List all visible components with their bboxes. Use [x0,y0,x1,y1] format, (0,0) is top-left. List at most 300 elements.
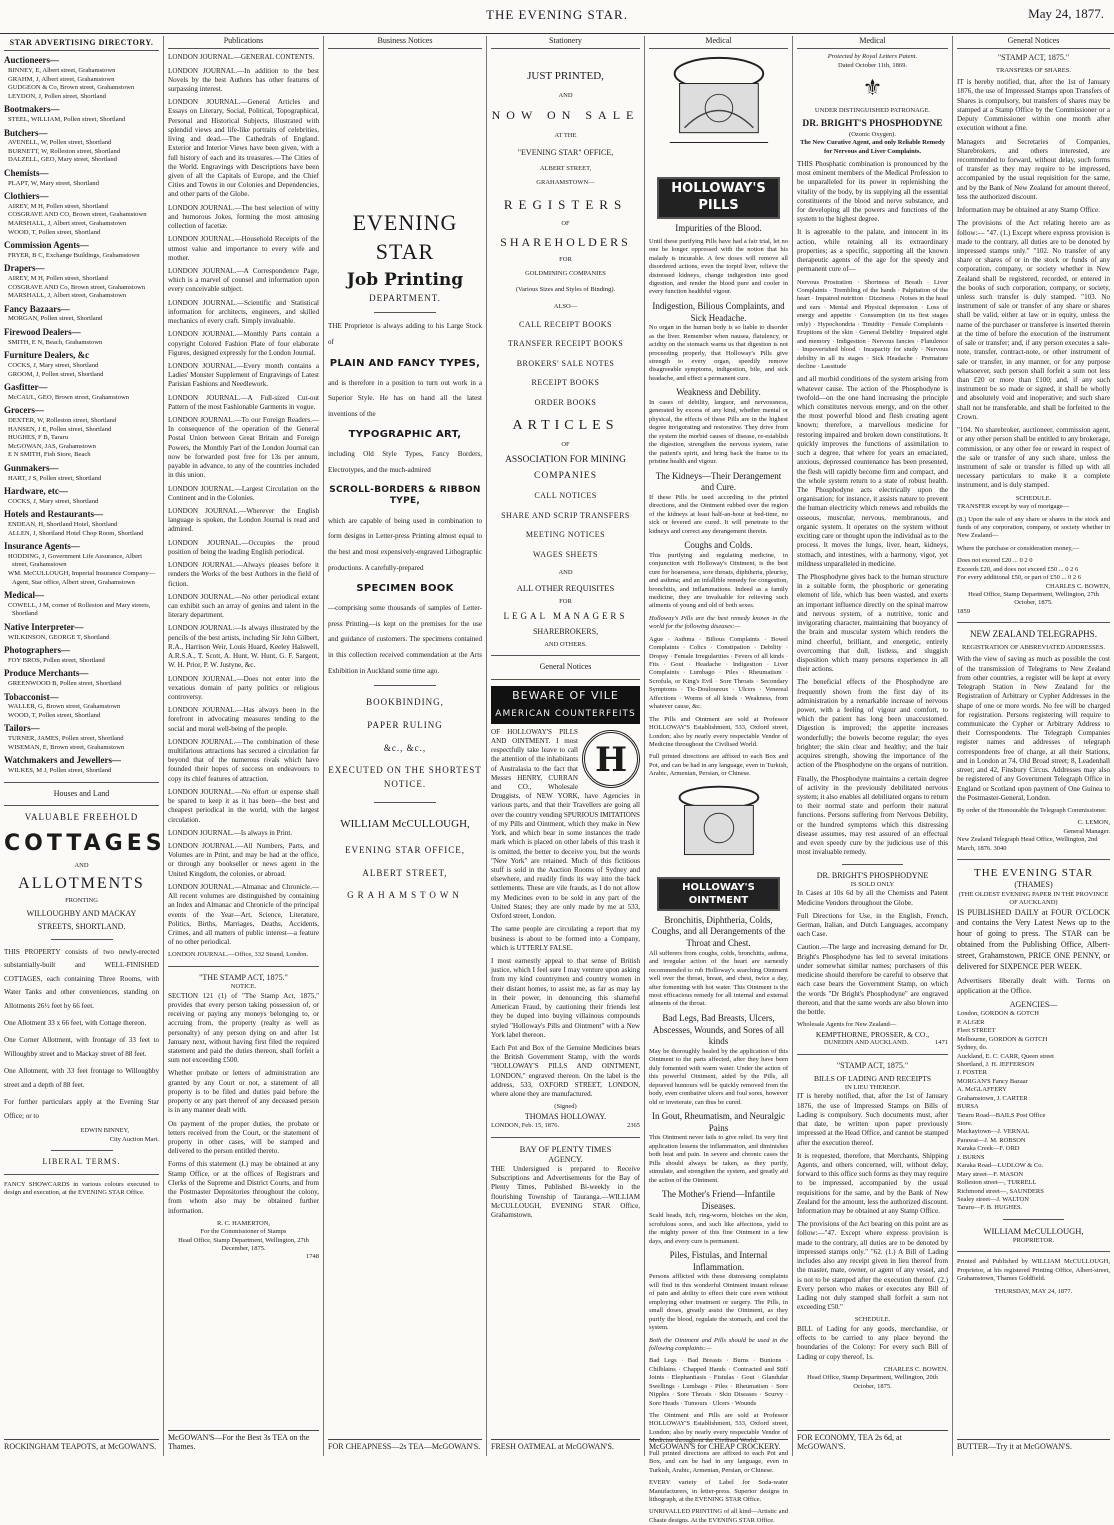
m1-b9: Scald heads, itch, ring-worm, blotches on the skin, scrofulous sores, and such like affections, yield to the mighty power of this fine Ointment in a few days, and every cure is permanent. [649,1212,788,1245]
directory-category: Tailors— [4,723,40,734]
directory-entry: TURNER, JAMES, Pollen street, Shortland [8,735,124,743]
houses-body3: One Corner Allotment, with frontage of 33 feet to Willoughby street and to Mackay street of 88 feet. [4,1036,159,1058]
bottom-ad-text: FOR CHEAPNESS—2s TEA—McGOWAN'S. [328,1442,481,1452]
m2-title: DR. BRIGHT'S PHOSPHODYNE [802,119,943,130]
g-gm: General Manager. [1063,827,1110,835]
business-heading: Business Notices [328,36,482,49]
m1-b5: This purifying and regulating medicine, in conjunction with Holloway's Ointment, is the best cure for hoarseness, sore throats, diphtheria, pleurisy, and asthma; and an infallible remedy for congestion, bronchitis, and inflammations. Indeed as a family medicine, they are invaluable for relieving such ailments of young and old of both sexes. [649,551,788,610]
g-num2: 3040 [993,844,1007,852]
agent-entry: MORGAN'S Fancy Bazaar [957,1077,1028,1085]
publications-list [168,53,319,947]
agent-entry: Richmond street—, SAUNDERS [957,1187,1044,1195]
g-ho: Head Office, Stamp Department, Wellington, 27th October, 1875. [968,591,1099,607]
agent-entry: A. McGLAFFERY [957,1086,1007,1094]
g-p2: Managers and Secretaries of Companies, Sharebrokers, and others interested, are recommended to forward, without delay, such forms of transfer as they may require to be impressed, accompanied by the usual requisition for the same, and by the Bank of New Zealand for amount thereof, less the authorized discount. [957,137,1110,201]
m1-agent: The Pills and Ointment are sold at Professor HOLLOWAY'S Establishment, 533, Oxford street, London; also by nearly every respectable Vendor of Medicine throughout the Civilised World. [649,715,788,748]
m1-h8: In Gout, Rheumatism, and Neuralgic Pains [652,1110,785,1133]
directory-category: Fancy Bazaars— [4,303,70,314]
beware-body4: Each Pot and Box of the Genuine Medicines bears the British Government Stamp, with the words "HOLLOWAY'S PILLS AND OINTMENT, LONDON," engraved thereon. On the label is the address, 533, OXFORD STREET, LONDON, where alone they are manufactured. [491,1043,640,1099]
directory-category: Watchmakers and Jewellers— [4,755,121,766]
directory-category: Insurance Agents— [4,541,80,552]
houses-l6: WILLOUGHBY AND MACKAY [26,908,137,918]
stationery-item: MEETING NOTICES [525,530,606,540]
holloway-pills-label: HOLLOWAY'S PILLS [657,177,780,219]
st-reg: REGISTERS [503,197,628,213]
g-nzt: NEW ZEALAND TELEGRAPHS. [970,629,1097,640]
fancy-showcards: FANCY SHOWCARDS in various colours executed to design and execution, at the EVENING STAR Office. [4,1180,159,1196]
agent-entry: Mary street—F. MASON [957,1170,1024,1178]
houses-l1: VALUABLE FREEHOLD [24,811,139,822]
london-journal-ad: LONDON JOURNAL.—General Articles and Essays on Literary, Social, Political, Topographical, Personal and Historical Subjects, illustrated with splendid views and life-like portraits of celebrities, living and dead.—The Cathedrals of England. Exterior and Interior Views have been given, with a full history of each and its treasures.—The Cities of the World. Engravings with Descriptions have been given of all the Capitals of Europe, and the Chief Cities and Towns in our Colonies and Dependencies, and other parts of the Globe. [168,98,319,199]
g-p6: With the view of saving as much as possible the cost of the transmission of Telegrams to New Zealand from other countries, a register will be kept at every Telegraph Station in New Zealand for the Registration of Arbitrary or Cypher Addresses in the shape of one or more words. No fee will be charged for registration. Persons registering will require to communicate the Cypher or Arbitrary Address to their Correspondents. The Telegraph Companies register names and addresses of telegraph correspondents free of charge, at all their Stations, and in London at 74, Old Broad street; 8, Leadenhall street; and 42, Finsbury Circus. Addresses may also be registered of any Government Telegraph Office in England or Scotland upon payment of One Guinea to the Postmaster-General, London. [957,655,1110,802]
holloway-seal-icon: H [582,730,640,788]
london-journal-ad: LONDON JOURNAL.—Monthly Parts contain a copyright Colored Fashion Plate of four elaborate Figures, designed expressly for the London Journal. [168,330,319,357]
m2-kp: KEMPTHORNE, PROSSER, & CO., [815,1029,930,1039]
directory-entry: HODDING, J, Government Life Assurance, Albert street, Grahamstown [8,552,143,569]
publications-heading: Publications [168,36,319,49]
g-tes: THE EVENING STAR [974,867,1093,880]
g-sch: SCHEDULE. [1015,494,1052,502]
engraving-art [655,53,783,173]
column-general [952,36,1114,1456]
m1-h7: Bad Legs, Bad Breasts, Ulcers, Abscesses, Wounds, and Sores of all kinds [652,1012,785,1047]
directory-category: Grocers— [4,405,44,416]
g-thames: (THAMES) [1014,880,1053,890]
directory-entry: AIREY, M H, Pollen street, Shortland [8,202,108,210]
london-journal-ad: LONDON JOURNAL.—To our Foreign Readers.—In consequence of the operation of the General Postal Union between Great Britain and Foreign Powers, the Monthly Part of the London Journal can now be forwarded post free for 13s per annum, payable in advance, to any of the countries included in this union. [168,416,319,480]
beware-th: THOMAS HOLLOWAY. [524,1111,607,1121]
directory-category: Commission Agents— [4,240,89,251]
london-journal-ad: LONDON JOURNAL.—A Correspondence Page, which is a marvel of counsel and information upon every conceivable subject. [168,266,319,294]
directory-list [4,55,159,775]
agent-entry: Rolleston street—, TURRELL [957,1179,1037,1187]
m2-p8: Full Directions for Use, in the English, French, German, Italian, and Dutch Languages, accompany each Case. [797,911,948,939]
directory-entry: WOOD, T, Pollen street, Shortland [8,711,101,719]
agent-entry: Shortland, J. H. JEFFERSON [957,1060,1035,1068]
stamp-sign1: R. C. HAMERTON, [216,1219,271,1227]
london-journal-ad: LONDON JOURNAL.—Does not enter into the vexatious domain of party politics or religious controversy. [168,674,319,701]
stamp-body2: Whether probate or letters of administration are granted by any Court or not, a statement of all property is to be filed and duties paid before the property or any part thereof of any deceased person is in any manner dealt with. [168,1069,319,1115]
g-pp: Printed and Published by WILLIAM McCULLOUGH, Proprietor, at his registered Printing Office, Albert-street, Grahamstown, Thames Goldfield. [957,1258,1110,1283]
directory-entry: WOOD, T, Pollen street, Shortland [8,228,101,236]
job-p4: TYPOGRAPHIC ART, [348,429,462,441]
directory-entry: COSGRAVE AND Co, Brown street, Grahamstown [8,283,146,291]
m1-both: Both the Ointment and Pills should be used in the following complaints:— [649,1336,788,1352]
m2-p10: IT is hereby notified, that, after the 1st of January 1876, the use of Impressed Stamps on Bills of Lading is compulsory. Such documents must, after that date, be written upon paper previously impressed at the Head Office, and cannot be stamped after the execution thereof. [797,1092,948,1147]
beware-body3: I most earnestly appeal to that sense of British justice, which I feel sure I may venture upon asking from my kind countrymen and country women in their distant homes, to assist me, as far as may lay in their power, in denouncing this shameful American Fraud, by cautioning their friends lest they be duped into buying villainous compounds styled "Holloway's Pills and Ointment" with a New York label thereon. [491,956,640,1039]
stationery-item: RECEIPT BOOKS [531,378,600,388]
job-p6: SCROLL-BORDERS & RIBBON TYPE, [329,484,481,507]
bottom-ad-text: McGOWAN'S—For the Best 3s TEA on the Thames. [168,1432,310,1452]
m1-list2: Bad Legs · Bad Breasts · Burns · Bunions · Chilblains · Chapped Hands · Contracted and Stiff Joints · Elephantiasis · Fistulas · Gout · Glandular Swellings · Lumbago · Piles · Rheumatism · Sore Nipples · Sore Throats · Skin Diseases · Scurvy · Sore Heads · Tumours · Ulcers · Wounds [649,1357,788,1407]
st-for1: FOR [559,256,572,264]
g-p3: Information may be obtained at any Stamp Office. [957,206,1100,215]
beware-num: 2365 [627,1122,640,1130]
column-publications [163,36,323,1456]
m2-sch-body: BILL of Lading for any goods, merchandise, or effects to be carried to any place beyond the boundaries of the Colony: For every such Bill of Lading or copy thereof, 1s. [797,1324,948,1361]
g-p8: Advertisers liberally dealt with. Terms on application at the Office. [957,976,1110,996]
st-assoc: ASSOCIATION FOR MINING [505,454,626,465]
houses-l4: ALLOTMENTS [18,874,145,892]
directory-category: Hardware, etc— [4,486,68,497]
m1-un: UNRIVALLED PRINTING of all kind—Artistic and Chaste designs. At the EVENING STAR Office. [649,1508,788,1524]
directory-heading: STAR ADVERTISING DIRECTORY. [4,38,159,51]
column-business [323,36,486,1456]
g-reg: REGISTRATION OF ABBREVIATED ADDRESSES. [961,644,1106,651]
stamp-body4: Forms of this statement (L) may be obtained at any Stamp Office, or at the offices of Registrars and Clerks of the Supreme and District Courts, and from the Postmaster Depositories throughout the colony, from whom also may be obtained further information. [168,1160,319,1215]
stationery-item: WAGES SHEETS [533,549,598,559]
directory-entry: ALLEN, J, Shortland Hotel Chop Room, Shortland [8,529,144,537]
st-and1: AND [558,91,573,99]
m1-h2: Indigestion, Bilious Complaints, and Sick Headache. [652,300,785,323]
st-gt: GRAHAMSTOWN— [536,178,595,186]
directory-entry: GREENWOOD B, Pollen street, Shortland [8,680,122,688]
g-wm: WILLIAM McCULLOUGH, [983,1225,1084,1236]
general-heading: General Notices [957,36,1110,49]
directory-category: Firewood Dealers— [4,327,81,338]
m2-p11: It is requested, therefore, that Merchants, Shipping Agents, and others concerned, will, without delay, forward to this office such forms as they may require to be impressed, accompanied by the usual requisitions for the same, and by the Bank of New Zealand for the amount, less the authorized discount. Information may be obtained at any Stamp Office. [797,1151,948,1216]
directory-category: Produce Merchants— [4,668,89,679]
st-as: ALBERT STREET, [539,164,592,172]
engraving-art-2 [655,783,783,873]
directory-entry: WALLER, G, Brown street, Grahamstown [8,703,121,711]
bottom-ad-text: ROCKINGHAM TEAPOTS, at McGOWAN'S. [4,1442,157,1452]
directory-entry: McGOWAN, JAS, Grahamstown [8,442,96,450]
beware-body1: OF HOLLOWAY'S PILLS AND OINTMENT. I most respectfully take leave to call the attention of the inhabitants of Australasia to the fact that Messrs HENRY, CURRAN and CO., Wholesale Druggists, of NEW YORK, have Agencies in various parts, and that their Travellers are going all over the country vending SPURIOUS IMITATIONS of my Pills and Ointment, which they make in New York, and which bear in some instances the trade mark which is placed on other labels of this trash it is omitted, the better to deceive you, but the words "New York" are retained. Much of this fictitious stuff is sold in the Auction Rooms of Sydney and elsewhere, and readily finds its way into the back settlements. These are vile frauds, as I do not allow my Medicines even to be sold in any part of the United States; they are only made by me at 533, Oxford street, London. [491,727,640,921]
bottom-ad-text: FOR ECONOMY, TEA 2s 6d, at McGOWAN'S. [797,1432,902,1452]
job-l1: EVENING STAR [352,210,458,264]
stationery-item: BROKERS' SALE NOTES [516,358,615,368]
g-p1: IT is hereby notified, that, after the 1st of January 1876, the use of Impressed Stamps upon Transfers of Shares is compulsory, but transfers of shares may be stamped at a Stamp Office by the Commissioner or a Deputy Commissioner within one month after execution without a fine. [957,78,1110,133]
m2-sch: SCHEDULE. [854,1316,891,1324]
agent-entry: Grahamstown, J. CARTER [957,1094,1028,1102]
st-jp: JUST PRINTED, [527,70,604,83]
bottom-ad-text: McGOWAN'S for CHEAP CROCKERY. [649,1442,781,1452]
job-l3: DEPARTMENT. [369,292,441,303]
houses-body4: One Allotment, with 33 feet frontage to Willoughby street and a depth of 88 feet. [4,1067,159,1089]
london-journal-ad: LONDON JOURNAL.—A Full-sized Cut-out Pattern of the most Fashionable Garments in vogue. [168,393,319,411]
beware-banner-2: AMERICAN COUNTERFEITS [491,706,640,724]
houses-l2: COTTAGES [4,830,166,856]
london-journal-ad: LONDON JOURNAL.—Household Receipts of the utmost value and importance to every wife and mother. [168,235,319,262]
newspaper-title: THE EVENING STAR. [486,7,628,22]
stamp-act-notice: NOTICE. [230,983,257,991]
directory-entry: McCAUL, GEO, Brown street, Grahamstown [8,393,130,401]
g-prop: PROPRIETOR. [1012,1236,1055,1244]
column-medical-1 [644,36,792,1524]
london-journal-ad: LONDON JOURNAL.—Is always in Print. [168,828,293,837]
beware-body2: The same people are circulating a report that my business is about to be formed into a Company, which is UTTERLY FALSE. [491,925,640,952]
directory-entry: ENDEAN, H, Shortland Hotel, Shortland [8,521,118,529]
stationery-heading: Stationery [491,36,640,49]
directory-category: Chemists— [4,167,49,178]
job-pr: PAPER RULING [367,719,443,730]
job-as: ALBERT STREET, [362,867,448,878]
directory-entry: MARSHALL, J, Albert street, Grahamstown [8,292,127,300]
m1-h10: Piles, Fistulas, and Internal Inflammation. [669,1250,768,1272]
job-p1: THE Proprietor is always adding to his Large Stock of [328,322,482,346]
m1-b2: No organ in the human body is so liable to disorder as the liver. Remember when nausea, flatulency, or acidity on the stomach warns us that digestion is not proceeding properly, that Holloway's Pills give strength to every organ, speedily remove disagreeable symptoms, indigestion, bile, and sick headache, and effect a permanent cure. [649,324,788,382]
st-also: ALSO— [553,302,578,310]
medical2-heading: Medical [797,36,948,49]
directory-entry: COSGRAVE AND CO, Brown street, Grahamstown [8,211,147,219]
job-wm: WILLIAM McCULLOUGH, [340,817,470,830]
bottom-ad-text: FRESH OATMEAL at McGOWAN'S. [491,1442,614,1452]
m2-ho: Head Office, Stamp Department, Wellington, 20th October, 1875. [807,1374,938,1390]
directory-category: Butchers— [4,127,48,138]
houses-l5: FRONTING [65,897,98,905]
m1-b3: In cases of debility, languor, and nervousness, generated by excess of any kind, whether mental or physical, the effects of these Pills are in the highest degree invigorating and restorative. They drive from the system the morbid causes of disease, re-establish the digestion, strengthen the nervous system, raise the patient's spirit, and bring back the frame to its pristine health and vigour. [649,399,788,466]
directory-category: Furniture Dealers, &c [4,350,90,361]
job-p2: PLAIN AND FANCY TYPES, [329,357,481,369]
m2-bl1: BILLS OF LADING AND RECEIPTS [813,1074,932,1084]
g-p7: IS PUBLISHED DAILY at FOUR O'CLOCK and contains the Very Latest News up to the hour of going to press. The STAR can be obtained from the Publishing Office, Albert-street, Grahamstown, PRICE ONE PENNY, or delivered for SIXPENCE PER WEEK. [957,907,1110,971]
st-lm: LEGAL MANAGERS [503,610,628,621]
st-eso: "EVENING STAR" OFFICE, [517,148,614,158]
agent-entry: Sealey street—J. WALTON [957,1195,1029,1203]
london-journal-ad: LONDON JOURNAL.—Occupies the proud position of being the leading English periodical. [168,538,319,556]
agent-entry: P. ALGER [957,1018,985,1026]
london-journal-ad: LONDON JOURNAL.—No effort or expense shall be spared to keep it as it has been—the best and cheapest periodical in the world, with the largest circulation. [168,787,319,824]
m1-b6: All sufferers from coughs, colds, bronchitis, asthma, and irregular action of the heart are earnestly recommended to rub Holloway's searching Ointment well over the throat, breast, and chest, twice a day, after fomenting with hot water. This Ointment is the most efficacious remedy for all internal and external ailments of the throat. [649,949,788,1008]
directory-entry: HART, J S, Pollen street, Shortland [8,474,102,482]
m1-h3: Weakness and Debility. [676,387,761,398]
st-comp: COMPANIES [533,471,598,482]
london-journal-ad: LONDON JOURNAL.—No other periodical extant can exhibit such an array of genius and talent in the literary department. [168,592,319,620]
m2-p5: The beneficial effects of the Phosphodyne are frequently shown from the first day of its administration by a remarkable increase of nervous power, with a feeling of vigour and comfort, to which the patient has long been unaccustomed. Digestion is improved; the appetite increases wonderfully; the bowels become regular; the eyes brighter; the skin clear and healthy; and the hair acquires strength, showing the importance of the action of the Phosphodyne on the organs of nutrition. [797,678,948,770]
m2-p9: Caution.—The large and increasing demand for Dr. Bright's Phosphodyne has led to several imitations under somewhat similar names; purchasers of this medicine should therefore be careful to observe that each case bears the Government Stamp, on which the words "Dr Bright's Phosphodyne" are engraved thereon, and that the same words are also blown into the bottle. [797,943,948,1016]
m1-h4: The Kidneys—Their Derangement and Cure. [655,470,782,493]
directory-entry: WILKINSON, GEORGE T, Shortland [8,633,110,641]
directory-entry: COWELL, J M, corner of Rolleston and Mary streets, Shortland [8,601,151,618]
london-journal-ad: LONDON JOURNAL.—In addition to the best Novels by the best Authors has other features of surpassing interest. [168,66,319,94]
m2-t2: DR. BRIGHT'S PHOSPHODYNE [816,870,929,880]
medical1-heading: Medical [649,36,788,49]
bottom-ad-col5 [649,1439,788,1452]
london-journal-ad: LONDON JOURNAL.—The best selection of witty and humorous Jokes, forming the most amusing collection of facetiæ. [168,203,319,231]
beware-date: LONDON, Feb. 15, 1876. [491,1122,560,1130]
st-att: AT THE [554,131,577,139]
houses-sign1: EDWIN BINNEY, [80,1127,129,1135]
bop2: AGENCY. [548,1154,583,1164]
m1-h9: The Mother's Friend—Infantile Diseases. [661,1188,776,1211]
directory-entry: FOY BROS, Pollen street, Shortland [8,656,105,664]
g-row1: Does not exceed £20 ... 0 2 0 [957,557,1033,565]
m2-da-row [797,1039,948,1047]
directory-entry: PLAPT, W, Mary street, Shortland [8,179,99,187]
m2-patent1: Protected by Royal Letters Patent. [827,53,918,61]
lj-office: LONDON JOURNAL.—Office, 332 Strand, London. [168,951,308,959]
m1-list-title: Holloway's Pills are the best remedy known in the world for the following diseases:— [649,614,788,631]
directory-entry: GUDGEON & Co, Brown street, Grahamstown [8,84,135,92]
directory-entry: FRYER, B C, Exchange Buildings, Grahamstown [8,251,140,259]
m1-full2: Full printed directions are affixed to each Pot and Box, and can be had in any language, even in Turkish, Arabic, Armenian, Persian, or Chinese. [649,1449,788,1474]
directory-category: Medical— [4,590,44,601]
g-old: (THE OLDEST EVENING PAPER IN THE PROVINCE OF AUCKLAND) [958,890,1109,907]
st-gn: General Notices [539,662,592,672]
st-sh: SHAREHOLDERS [500,234,631,249]
agent-entry: Melbourne, GORDON & GOTCH [957,1035,1048,1043]
job-ex2: NOTICE. [383,778,427,789]
g-date: THURSDAY, MAY 24, 1877. [994,1287,1073,1295]
london-journal-ad: LONDON JOURNAL.—Almanac and Chronicle.—All recent volumes are distinguished by containing an Index and Almanac and Chronicle of the principal events of the Year—Art, Science, Literature, Politics, Births, Marriages, Deaths, Accidents, Crimes, and all matters of public interest—a feature of no other periodical. [168,882,319,947]
g-row2: Exceeds £20, and does not exceed £50 ... 0 2 6 [957,565,1079,573]
m2-sub: (Ozonic Oxygen). [849,130,896,138]
agent-entry: Tararu Road—BAILS Post Office [957,1111,1046,1119]
london-journal-ad: LONDON JOURNAL.—Always pleases before it renders the Works of the best Authors in the field of fiction. [168,561,319,588]
directory-entry: HANSEN, J E, Pollen street, Shortland [8,425,112,433]
directory-entry: AVENELL, W, Pollen street, Shortland [8,139,112,147]
m2-p2: It is agreeable to the palate, and innocent in its action, while retaining all its extraordinary properties; as a specific, supporting all the known therapeutic agents of the age for the speedy and permanent cure of— [797,228,948,274]
job-etc: &c., &c., [383,742,427,753]
stationery-item: SHARE AND SCRIP TRANSFERS [501,510,630,520]
m2-da: DUNEDIN AND AUCKLAND. [823,1039,909,1047]
agent-entry: Auckland, E. C. CARR, Queen street [957,1052,1054,1060]
stamp-act-title: "THE STAMP ACT, 1875." [199,972,288,982]
column-stationery [486,36,644,1456]
beware-signed: (Signed) [554,1103,577,1111]
agent-entry: Tararu—F. B. HUGHES. [957,1204,1023,1212]
m1-list: Ague · Asthma · Bilious Complaints · Bowel Complaints · Colics · Constipation · Debility · Dropsy · Female Irregularities · Fevers of all kinds · Fits · Gout · Headache · Indigestion · Liver Complaints · Lumbago · Piles · Rheumatism · Scrofula, or King's Evil · Sore Throats · Secondary Symptoms · Tic-Douloureux · Ulcers · Venereal Affections · Worms of all kinds · Weakness, from whatever cause, &c. [649,635,788,711]
london-journal-ad: LONDON JOURNAL.—Has always been in the forefront in advocating measures tending to the social and moral well-being of the people. [168,706,319,733]
agent-entry: Karaka Creek—F. ORD [957,1145,1020,1153]
job-p9: —comprising some thousands of samples of Letter-press Printing—is kept on the premises for the use and guidance of customers. The specimens contained in this collection received commendation at the Arts Exhibition in Auckland some time ago. [328,604,482,675]
bottom-ad-col2 [168,1430,319,1452]
job-p7: which are capable of being used in combination to form designs in Letter-press Printing almost equal to the best and most expensively-engraved Lithographic productions. A carefully-prepared [328,516,482,572]
directory-entry: WISEMAN, E, Brown street, Grahamstown [8,743,125,751]
m2-p4: The Phosphodyne gives back to the human structure in a suitable form, the phosphoric or generating element of life, which has been wasted, and exerts an important influence directly on the spinal marrow and nervous system, of a nutritive, tonic and invigorating character, maintaining that buoyancy of the brain and muscular system which renders the mind cheerful, brilliant, and energetic, entirely overcoming that dull, listless, and sluggish disposition which many persons experience in all their actions. [797,572,948,674]
column-medical-2 [792,36,952,1456]
london-journal-ad: LONDON JOURNAL.—Wherever the English language is spoken, the London Journal is read and admired. [168,507,319,534]
bottom-ad-col4 [491,1439,640,1452]
stamp-body3: On payment of the proper duties, the probate or letters received from the Court, or the statement of property in other cases, will be stamped and delivered to the person entitled thereto. [168,1119,319,1156]
directory-entry: WILKES, M J, Pollen street, Shortland [8,766,112,774]
agent-entry: Fleet STREET [957,1027,996,1035]
masthead [0,0,1114,34]
g-sch1: TRANSFER except by way of mortgage— [957,503,1070,511]
st-for2: FOR [559,598,572,606]
stationery-item: TRANSFER RECEIPT BOOKS [507,339,624,349]
g-sa: "STAMP ACT, 1875." [997,53,1070,63]
bop-body: THE Undersigned is prepared to Receive Subscriptions and Advertisements for the Bay of Plenty Times, Published Bi-weekly in the flourishing Township of Tauranga.—WILLIAM McCULLOUGH, EVENING STAR Office, Grahamstown. [491,1164,640,1220]
job-p3: and is therefore in a position to turn out work in a Superior Style. He has on hand all the latest inventions of the [328,378,482,418]
directory-entry: DALZELL, GEO, Mary street, Shortland [8,156,117,164]
m2-cb: CHARLES C. BOWEN. [883,1365,948,1373]
directory-entry: MORGAN, Pollen street, Shortland [8,315,103,323]
job-gt: GRAHAMSTOWN [347,890,463,901]
m1-agent2: The Ointment and Pills are sold at Professor HOLLOWAY'S Establishment, 533, Oxford street, London; also by nearly every respectable Vendor of Medicine throughout the Civilised World. [649,1412,788,1445]
m2-under: UNDER DISTINGUISHED PATRONAGE. [814,106,931,114]
houses-body2: One Allotment 33 x 66 feet, with Cottage thereon. [4,1018,147,1027]
houses-terms: LIBERAL TERMS. [42,1157,121,1167]
houses-body5: For further particulars apply at the Evening Star Office; or to [4,1098,159,1120]
beware-dt [491,1122,640,1130]
st-nos: NOW ON SALE [491,108,640,123]
m2-p6: Finally, the Phosphodyne maintains a certain degree of activity in the previously debilitated nervous system; it also enables all debilitated organs to return to their normal state and perform their natural functions. Persons suffering from Nervous Debility, or the hundred symptoms which this distressing disease assumes, may rest assured of an effectual and even speedy cure by the judicious use of this most invaluable remedy. [797,774,948,857]
m2-tag: The New Curative Agent, and only Reliable Remedy for Nervous and Liver Complaints. [800,139,945,155]
london-journal-ad: LONDON JOURNAL.—The combination of these multifarious attractions has secured a circulation far beyond that of the numerous rivals which have founded their hopes of success on endeavours to copy its chief features of attraction. [168,737,319,783]
m2-bl2: IN LIEU THEREOF. [844,1083,901,1091]
beware-banner-1: BEWARE OF VILE [491,686,640,706]
london-journal-ad: LONDON JOURNAL.—GENERAL CONTENTS. [168,53,315,62]
directory-category: Gasfitter— [4,382,48,393]
column-directory [0,36,166,1456]
m1-b7: May be thoroughly healed by the application of this Ointment to the parts affected, after they have been duly fomented with warm water. Under the action of this powerful Ointment, aided by the Pills, all depraved humours will be quickly removed from the body, even combative ulcers and foul sores, however old or inveterate, can thus be cured. [649,1047,788,1106]
agent-entry: Store. [957,1120,973,1128]
holloway-ointment-label: HOLLOWAY'S OINTMENT [657,877,780,911]
m2-p3: and all morbid conditions of the system arising from whatever cause. The action of the Phosphodyne is twofold—on the one hand increasing the principle which constitutes nervous energy, and on the other the most powerful blood and flesh creating agent known; therefore, a marvellous medicine for restoring impaired and broken down constitutions. It quickly improves the functions of assimilation to such a degree, that where for years an emaciated, anxious, depressed countenance has been presented, the flesh will rapidly become firm and compact, and the whole system return to a state of robust health. The Phosphodyne acts electrically upon the organisation; for instance, it assists nature to prevent the human electricity which renews and rebuilds the osseous, muscular, nervous, membranous, and organic system. It operates on the system without exciting care or thought upon the individual as to the process. It moves the lungs, liver, heart, kidneys, stomach, and intestines, with a harmony, vigor, yet mildness unparalleled in medicine. [797,375,948,568]
g-sch3: Where the purchase or consideration money,— [957,544,1080,552]
directory-entry: GROOM, J, Pollen street, Shortland [8,370,104,378]
directory-entry: HUGHES, F B, Tararu [8,434,69,442]
g-tos: TRANSFERS OF SHARES. [996,66,1071,74]
agent-entry: London, GORDON & GOTCH [957,1010,1039,1018]
houses-heading: Houses and Land [53,788,110,798]
g-p5: "104. No sharebroker, auctioneer, commission agent, or any other person shall be entitled to any brokerage, commission, or any other fee or reward in respect of the sale or transfer of any such share, unless the instrument of sale or transfer is filled up with all necessary particulars to make it a complete instrument, and is duly stamped. [957,426,1110,490]
houses-l3: AND [74,862,89,870]
directory-entry: WM. McCULLOUGH, Imperial Insurance Company—Agent, Star office, Albert street, Grahamstown [8,569,156,586]
m2-num: 1471 [935,1039,948,1047]
g-row3: For every additional £50, or part of £50 ... 0 2 6 [957,574,1082,582]
job-ex1: EXECUTED ON THE SHORTEST [328,765,482,776]
m2-sold: IS SOLD ONLY [850,880,895,888]
m2-list: Nervous Prostration · Shortness of Breath · Liver Complaints · Trembling of the hands · Palpitation of the heart · Impaired nutrition · Dizziness · Noises in the head and ears · Mental and Physical depression · Loss of energy and appetite · Consumption (in its first stages only) · Hypochondria · Timidity · Female Complaints · Eruptions of the skin · General Debility · Impaired sight and memory · Indigestion · Nervous fancies · Flatulence · Impoverished blood · Incapacity for study · Nervous debility in all its stages · Sick Headache · Premature decline · Lassitude [797,278,948,370]
m1-ev: EVERY variety of Label for Soda-water Manufacturers, in letter-press. Superior designs in lithograph, at the EVENING STAR Office. [649,1479,788,1503]
directory-entry: GRAHM, J, Albert street, Grahamstown [8,75,115,83]
agent-entry: BURSA [957,1103,979,1111]
holloway-ointment-engraving [655,783,783,873]
directory-category: Drapers— [4,263,45,274]
directory-entry: AIREY, M H, Pollen street, Shortland [8,275,108,283]
bop1: BAY OF PLENTY TIMES [519,1143,612,1154]
st-of: OF [561,220,570,228]
m2-p7: In Cases at 10s 6d by all the Chemists and Patent Medicine Vendors throughout the Globe. [797,889,948,907]
st-of2: OF [561,441,570,449]
directory-category: Photographers— [4,645,70,656]
directory-category: Native Interpreter— [4,621,84,632]
g-ag: AGENCIES— [1009,999,1058,1009]
stationery-items [491,320,640,408]
directory-entry: SMITH, E N, Beach, Grahamstown [8,338,103,346]
london-journal-ad: LONDON JOURNAL.—Is always illustrated by the pencils of the best artists, including Sir John Gilbert, R.A., Harrison Weir, Louis Huard, Keeley Halswell, A.R.S.A., T. Scott, A. Hunt, W. Hunt, G. F. Sargent, W. H. Prior, P. W. Justyne, &c. [168,624,319,670]
m1-b8: This Ointment never fails to give relief. Its very first application lessens the inflammation, and diminishes both heat and pain. In severe and chronic cases the Pills should always be taken, as they purify, stimulate, and strengthen the system, and greatly aid the action of the Ointment. [649,1134,788,1184]
agent-entry: Sydney, do. [957,1044,988,1052]
m2-p1: THIS Phosphatic combination is pronounced by the most eminent members of the Medical Profession to be unparalleled for its power in replenishing the vitality of the body, by its supplying all the essential constituents of the blood and nerve substance, and for developing all the powers and functions of the system to the highest degree. [797,159,948,224]
directory-entry: COCKS, J, Mary street, Shortland [8,497,99,505]
issue-date: May 24, 1877. [1028,6,1104,21]
job-l2: Job Printing [346,269,464,290]
m1-b1: Until these purifying Pills have had a fair trial, let no one be longer oppressed with the notion that his malady is incurable. A few doses will remove all disordered actions, even the torpid liver, relieve the distressed kidneys, change indigestion into good digestion, and render the blood pure and cooler in every function healthful vigour. [649,237,788,296]
directory-category: Clothiers— [4,191,49,202]
m2-patent2: Dated October 11th, 1869. [838,61,907,69]
stationery-item: CALL RECEIPT BOOKS [518,320,612,330]
g-cb: CHARLES C. BOWEN, [1045,582,1110,590]
job-bb: BOOKBINDING, [366,697,444,708]
stationery-items-2 [491,491,640,560]
holloway-pills-engraving [655,53,783,173]
g-nzo: New Zealand Telegraph Head Office, Wellington, 2nd March, 1876. [957,836,1098,852]
directory-entry: LEYDON, J, Pollen street, Shortland [8,92,106,100]
directory-category: Bootmakers— [4,104,60,115]
st-ao: AND OTHERS. [544,640,587,648]
bottom-ad-text: BUTTER—Try it at McGOWAN'S. [957,1442,1072,1452]
g-cl: C. LEMON, [1077,819,1110,827]
stamp-body1: SECTION 121 (1) of "The Stamp Act, 1875," provides that every person taking possession of, or receiving or paying any moneys belonging to, or accruing from, the property (realty as well as personalty) of any person dying on and after 1st January next, without having first filed the required statement and paid the duties thereon, shall forfeit a sum not exceeding £500. [168,991,319,1065]
bottom-ad-col7 [957,1439,1110,1452]
directory-entry: BINNEY, E, Albert street, Grahamstown [8,67,116,75]
directory-entry: COCKS, J, Mary street, Shortland [8,361,99,369]
g-nzo-row [957,836,1110,853]
